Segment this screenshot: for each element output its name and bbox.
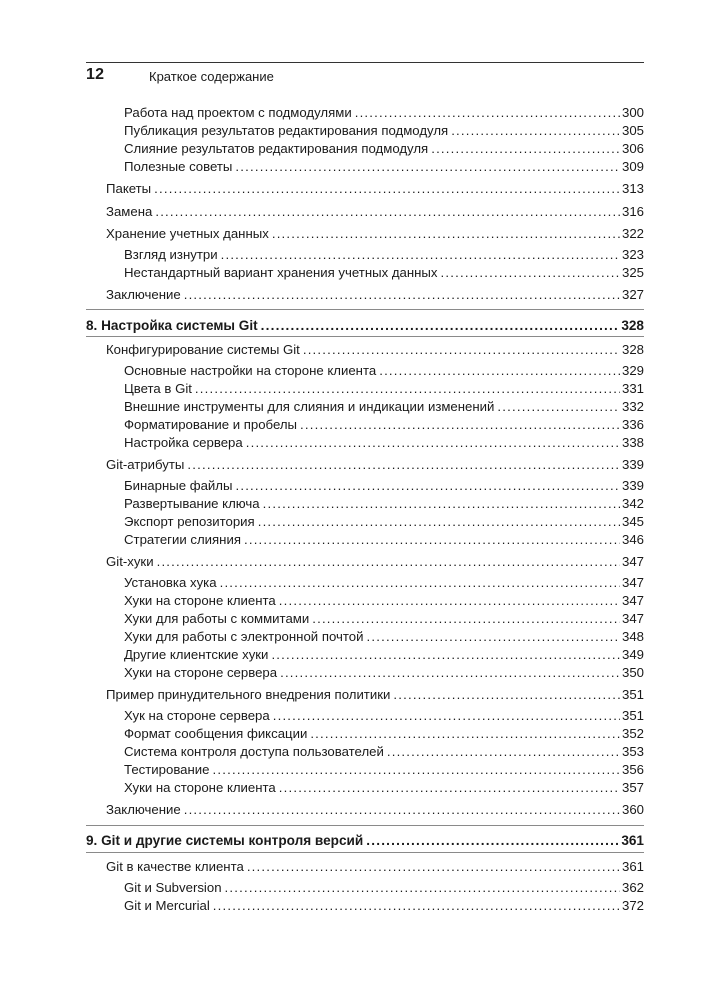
dot-leader xyxy=(451,122,620,140)
dot-leader xyxy=(235,477,620,495)
toc-entry-title: Установка хука xyxy=(124,575,217,590)
dot-leader xyxy=(431,140,620,158)
toc-entry-title: Система контроля доступа пользователей xyxy=(124,744,384,759)
toc-entry xyxy=(124,707,644,725)
toc-entry-page: 313 xyxy=(621,181,644,196)
toc-entry xyxy=(124,477,644,495)
toc-entry-title: Пакеты xyxy=(106,181,152,196)
toc-entry xyxy=(124,761,644,779)
toc-entry-title: Другие клиентские хуки xyxy=(124,647,269,662)
toc-entry-page: 309 xyxy=(621,159,644,174)
toc-entry-page: 306 xyxy=(621,141,644,156)
toc-entry xyxy=(124,531,644,549)
toc-entry xyxy=(106,456,644,474)
toc-entry xyxy=(106,801,644,819)
dot-leader xyxy=(157,553,620,571)
toc-entry-page: 331 xyxy=(621,381,644,396)
toc-entry-title: Развертывание ключа xyxy=(124,496,260,511)
toc-entry-title: Заключение xyxy=(106,802,181,817)
toc-entry xyxy=(124,264,644,282)
toc-entry-page: 349 xyxy=(621,647,644,662)
toc-entry xyxy=(124,122,644,140)
toc-entry xyxy=(124,779,644,797)
dot-leader xyxy=(187,456,620,474)
toc-entry xyxy=(124,362,644,380)
toc-entry-title: Хуки для работы с коммитами xyxy=(124,611,310,626)
toc-entry-page: 339 xyxy=(621,457,644,472)
toc-entry xyxy=(106,225,644,243)
toc-chapter-page: 361 xyxy=(621,833,644,848)
toc-entry xyxy=(124,897,644,915)
dot-leader xyxy=(261,317,620,335)
toc-entry-title: Работа над проектом с подмодулями xyxy=(124,105,352,120)
toc-entry-title: Взгляд изнутри xyxy=(124,247,218,262)
toc-entry-page: 360 xyxy=(621,802,644,817)
toc-entry-title: Полезные советы xyxy=(124,159,233,174)
dot-leader xyxy=(272,225,620,243)
dot-leader xyxy=(366,832,619,850)
toc-entry-page: 305 xyxy=(621,123,644,138)
toc-entry-title: Заключение xyxy=(106,287,181,302)
toc-entry-page: 322 xyxy=(621,226,644,241)
toc-entry xyxy=(124,140,644,158)
dot-leader xyxy=(235,158,620,176)
dot-leader xyxy=(279,779,620,797)
dot-leader xyxy=(258,513,620,531)
toc-entry xyxy=(124,725,644,743)
dot-leader xyxy=(273,707,620,725)
section-divider xyxy=(86,309,644,310)
dot-leader xyxy=(213,761,620,779)
toc-entry-page: 339 xyxy=(621,478,644,493)
toc-entry xyxy=(124,434,644,452)
toc-entry-title: Цвета в Git xyxy=(124,381,192,396)
toc-entry-title: Хуки для работы с электронной почтой xyxy=(124,629,364,644)
toc-entry-title: Тестирование xyxy=(124,762,210,777)
toc-entry-page: 347 xyxy=(621,575,644,590)
toc-entry xyxy=(124,646,644,664)
dot-leader xyxy=(247,858,620,876)
toc-entry xyxy=(106,686,644,704)
dot-leader xyxy=(213,897,620,915)
toc-entry-title: Git и Subversion xyxy=(124,880,222,895)
toc-entry-page: 352 xyxy=(621,726,644,741)
toc-entry-page: 346 xyxy=(621,532,644,547)
toc-entry-title: Бинарные файлы xyxy=(124,478,233,493)
toc-entry-page: 338 xyxy=(621,435,644,450)
section-divider xyxy=(86,336,644,337)
toc-entry-title: Замена xyxy=(106,204,153,219)
dot-leader xyxy=(393,686,620,704)
toc-entry xyxy=(106,286,644,304)
dot-leader xyxy=(387,743,620,761)
toc-entry-page: 300 xyxy=(621,105,644,120)
toc-entry xyxy=(124,158,644,176)
toc-entry-title: Экспорт репозитория xyxy=(124,514,255,529)
toc-entry-page: 361 xyxy=(621,859,644,874)
dot-leader xyxy=(221,246,620,264)
toc-entry-page: 347 xyxy=(621,593,644,608)
toc-entry xyxy=(124,398,644,416)
dot-leader xyxy=(312,610,620,628)
toc-entry xyxy=(124,104,644,122)
dot-leader xyxy=(366,628,620,646)
toc-entry-title: Git-атрибуты xyxy=(106,457,185,472)
toc-chapter-title: 8. Настройка системы Git xyxy=(86,318,258,333)
toc-entry-page: 351 xyxy=(621,687,644,702)
dot-leader xyxy=(279,592,620,610)
toc-entry-page: 336 xyxy=(621,417,644,432)
toc-chapter-title: 9. Git и другие системы контроля версий xyxy=(86,833,364,848)
toc-entry-page: 329 xyxy=(621,363,644,378)
toc-entry-page: 372 xyxy=(621,898,644,913)
toc-entry-title: Хуки на стороне сервера xyxy=(124,665,278,680)
toc-entry xyxy=(124,574,644,592)
toc-entry-page: 350 xyxy=(621,665,644,680)
dot-leader xyxy=(263,495,620,513)
toc-entry xyxy=(124,416,644,434)
section-divider xyxy=(86,852,644,853)
dot-leader xyxy=(355,104,620,122)
dot-leader xyxy=(154,180,620,198)
toc-chapter-page: 328 xyxy=(621,318,644,333)
toc-entry xyxy=(124,610,644,628)
toc-entry-page: 347 xyxy=(621,611,644,626)
toc-entry-title: Слияние результатов редактирования подмодуля xyxy=(124,141,429,156)
toc-entry-title: Стратегии слияния xyxy=(124,532,241,547)
toc-entry-page: 342 xyxy=(621,496,644,511)
dot-leader xyxy=(497,398,620,416)
toc-entry-page: 316 xyxy=(621,204,644,219)
toc-entry xyxy=(106,553,644,571)
toc-entry xyxy=(124,664,644,682)
dot-leader xyxy=(441,264,620,282)
toc-entry xyxy=(106,341,644,359)
toc-entry xyxy=(124,628,644,646)
toc-entry xyxy=(124,495,644,513)
toc-entry-title: Git и Mercurial xyxy=(124,898,210,913)
dot-leader xyxy=(280,664,620,682)
toc-entry xyxy=(124,592,644,610)
toc-entry-page: 356 xyxy=(621,762,644,777)
page-number: 12 xyxy=(86,66,105,83)
toc-entry xyxy=(106,858,644,876)
toc-entry-title: Git-хуки xyxy=(106,554,154,569)
toc-entry xyxy=(124,513,644,531)
dot-leader xyxy=(246,434,620,452)
toc-entry-title: Хранение учетных данных xyxy=(106,226,269,241)
toc-entry xyxy=(106,180,644,198)
dot-leader xyxy=(225,879,620,897)
toc-entry-title: Основные настройки на стороне клиента xyxy=(124,363,377,378)
dot-leader xyxy=(195,380,620,398)
toc-entry-title: Нестандартный вариант хранения учетных данных xyxy=(124,265,438,280)
toc-entry-title: Формат сообщения фиксации xyxy=(124,726,308,741)
toc-entry-page: 347 xyxy=(621,554,644,569)
toc-entry xyxy=(124,743,644,761)
section-divider xyxy=(86,825,644,826)
toc-entry-page: 362 xyxy=(621,880,644,895)
toc-entry-title: Внешние инструменты для слияния и индикации изменений xyxy=(124,399,495,414)
toc-entry-page: 323 xyxy=(621,247,644,262)
toc-entry-title: Настройка сервера xyxy=(124,435,243,450)
dot-leader xyxy=(184,286,620,304)
toc-entry-page: 325 xyxy=(621,265,644,280)
toc-entry-title: Хуки на стороне клиента xyxy=(124,780,276,795)
toc-entry-title: Конфигурирование системы Git xyxy=(106,342,300,357)
toc-entry-page: 348 xyxy=(621,629,644,644)
dot-leader xyxy=(220,574,620,592)
dot-leader xyxy=(155,203,620,221)
toc-entry-title: Пример принудительного внедрения политики xyxy=(106,687,391,702)
toc-entry xyxy=(124,246,644,264)
dot-leader xyxy=(271,646,620,664)
dot-leader xyxy=(303,341,620,359)
dot-leader xyxy=(244,531,620,549)
toc-entry-title: Git в качестве клиента xyxy=(106,859,244,874)
toc-entry xyxy=(106,203,644,221)
toc-entry-page: 345 xyxy=(621,514,644,529)
running-title: Краткое содержание xyxy=(149,69,274,84)
toc-entry xyxy=(124,879,644,897)
toc-entry-page: 351 xyxy=(621,708,644,723)
toc-entry-page: 328 xyxy=(621,342,644,357)
toc-entry-title: Хук на стороне сервера xyxy=(124,708,270,723)
toc-entry-page: 353 xyxy=(621,744,644,759)
dot-leader xyxy=(310,725,620,743)
toc-entry xyxy=(124,380,644,398)
toc-chapter-entry xyxy=(86,832,644,850)
dot-leader xyxy=(379,362,620,380)
toc-entry-page: 357 xyxy=(621,780,644,795)
toc-entry-title: Хуки на стороне клиента xyxy=(124,593,276,608)
dot-leader xyxy=(184,801,620,819)
toc-entry-title: Форматирование и пробелы xyxy=(124,417,298,432)
dot-leader xyxy=(300,416,620,434)
toc-chapter-entry xyxy=(86,317,644,335)
running-header xyxy=(86,62,644,87)
toc-entry-title: Публикация результатов редактирования подмодуля xyxy=(124,123,449,138)
toc-entry-page: 327 xyxy=(621,287,644,302)
toc-entry-page: 332 xyxy=(621,399,644,414)
